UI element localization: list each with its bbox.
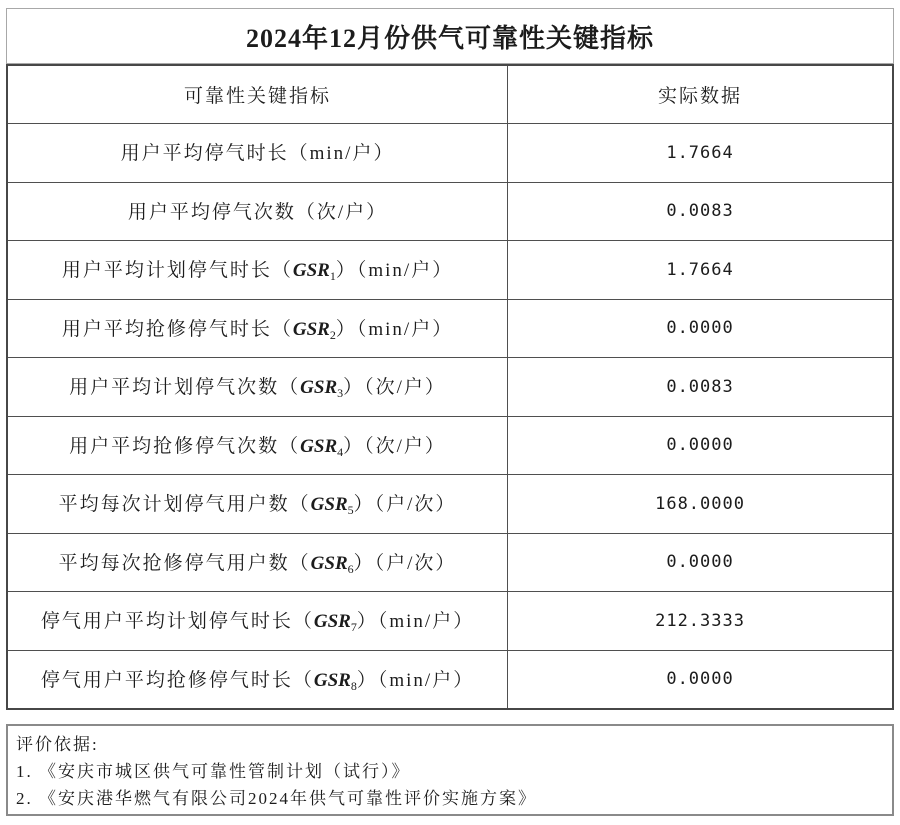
indicator-cell — [7, 533, 508, 592]
indicator-cell — [7, 124, 508, 183]
label-pre: 停气用户平均抢修停气时长（ — [40, 669, 314, 691]
indicator-cell — [7, 475, 508, 534]
gsr-subscript: 4 — [337, 444, 344, 459]
gsr-subscript: 7 — [350, 620, 357, 635]
indicator-label — [69, 377, 446, 401]
value-label: 0.0000 — [666, 669, 734, 689]
value-cell — [508, 475, 893, 534]
evaluation-basis-block — [6, 724, 894, 816]
value-cell — [508, 241, 893, 300]
label-pre: 用户平均抢修停气次数（ — [69, 435, 301, 457]
value-cell — [508, 182, 893, 241]
gsr-subscript: 8 — [350, 678, 357, 693]
indicator-cell — [7, 650, 508, 709]
value-cell — [508, 358, 893, 417]
header-indicator-cell — [7, 65, 508, 124]
value-label: 1.7664 — [666, 142, 734, 163]
gsr-symbol: GSR — [310, 494, 348, 516]
gsr-symbol: GSR — [292, 318, 330, 340]
label-post: ）（min/户） — [335, 318, 454, 340]
table-header-row — [7, 65, 893, 124]
table-row — [7, 533, 893, 592]
indicator-label — [61, 260, 454, 284]
indicator-cell — [7, 358, 508, 417]
indicator-table — [6, 64, 894, 710]
label-pre: 用户平均抢修停气时长（ — [61, 318, 293, 340]
label-post: ）（户/次） — [353, 494, 457, 516]
table-row — [7, 650, 893, 709]
value-cell — [508, 533, 893, 592]
table-row — [7, 182, 893, 241]
indicator-cell — [7, 416, 508, 475]
evaluation-basis-heading: 评价依据: — [16, 735, 99, 754]
header-value-cell — [508, 65, 893, 124]
indicator-cell — [7, 241, 508, 300]
value-label: 212.3333 — [655, 610, 745, 631]
label-pre: 用户平均停气次数（次/户） — [127, 201, 388, 223]
gsr-symbol: GSR — [300, 435, 338, 457]
header-indicator-label: 可靠性关键指标 — [184, 86, 332, 107]
indicator-cell — [7, 592, 508, 651]
indicator-label — [58, 494, 457, 518]
header-value-label: 实际数据 — [658, 86, 743, 107]
indicator-label — [40, 611, 475, 635]
label-post: ）（次/户） — [343, 377, 446, 399]
gsr-symbol: GSR — [292, 260, 330, 282]
value-cell — [508, 592, 893, 651]
table-row — [7, 124, 893, 183]
gsr-symbol: GSR — [313, 611, 351, 633]
value-label: 0.0000 — [666, 318, 734, 339]
label-post: ）（min/户） — [356, 669, 475, 691]
label-pre: 用户平均停气时长（min/户） — [120, 143, 395, 165]
value-label: 168.0000 — [655, 493, 745, 514]
indicator-label — [121, 143, 395, 164]
value-label: 0.0000 — [666, 552, 734, 573]
indicator-cell — [7, 182, 508, 241]
evaluation-basis-item: 1. 《安庆市城区供气可靠性管制计划（试行）》 — [16, 762, 411, 781]
label-post: ）（min/户） — [356, 611, 475, 633]
gsr-subscript: 1 — [329, 269, 336, 284]
table-row — [7, 592, 893, 651]
table-row — [7, 299, 893, 358]
value-cell — [508, 650, 893, 709]
value-cell — [508, 124, 893, 183]
evaluation-basis-item: 2. 《安庆港华燃气有限公司2024年供气可靠性评价实施方案》 — [16, 789, 537, 808]
gsr-subscript: 6 — [347, 561, 354, 576]
label-post: ）（户/次） — [353, 552, 457, 574]
indicator-label — [59, 553, 457, 574]
label-pre: 平均每次抢修停气用户数（ — [58, 552, 311, 574]
gsr-subscript: 3 — [337, 386, 344, 401]
label-post: ）（次/户） — [343, 435, 446, 457]
gsr-symbol: GSR — [300, 377, 338, 399]
table-row — [7, 358, 893, 417]
indicator-cell — [7, 299, 508, 358]
value-cell — [508, 416, 893, 475]
label-pre: 平均每次计划停气用户数（ — [58, 494, 311, 516]
label-pre: 停气用户平均计划停气时长（ — [40, 611, 314, 633]
gsr-symbol: GSR — [313, 669, 351, 691]
label-pre: 用户平均计划停气次数（ — [69, 377, 301, 399]
gsr-subscript: 2 — [329, 327, 336, 342]
indicator-label — [41, 670, 474, 691]
report-title: 2024年12月份供气可靠性关键指标 — [6, 8, 894, 64]
label-post: ）（min/户） — [335, 260, 454, 282]
indicator-label — [69, 436, 446, 457]
indicator-label — [62, 319, 453, 340]
gsr-subscript: 5 — [347, 503, 354, 518]
indicator-label — [128, 202, 387, 223]
value-label: 1.7664 — [666, 259, 734, 280]
table-row — [7, 416, 893, 475]
value-label: 0.0000 — [666, 435, 734, 456]
table-row — [7, 241, 893, 300]
gsr-symbol: GSR — [310, 552, 348, 574]
table-row — [7, 475, 893, 534]
value-label: 0.0083 — [666, 376, 734, 397]
value-cell — [508, 299, 893, 358]
label-pre: 用户平均计划停气时长（ — [61, 260, 293, 282]
value-label: 0.0083 — [666, 201, 734, 222]
